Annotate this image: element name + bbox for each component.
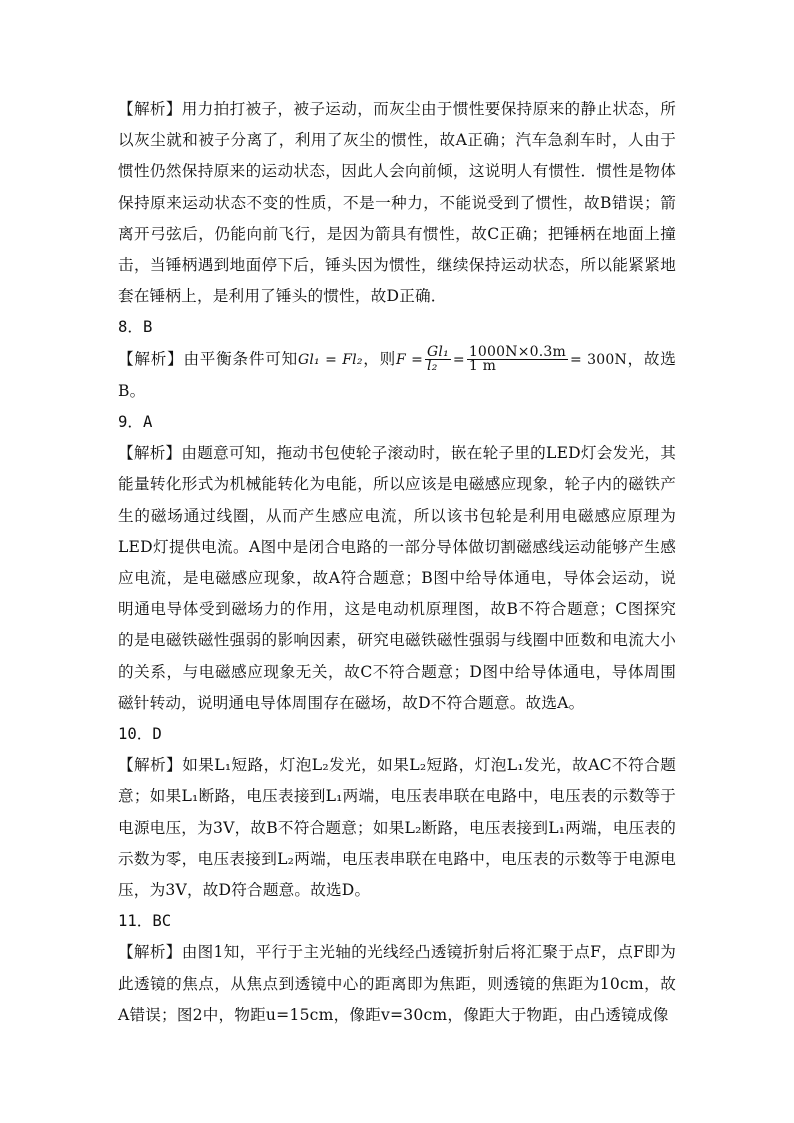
answer-q10: 10．D <box>118 725 162 744</box>
q8-text-c: ，故选B。 <box>118 349 676 400</box>
analysis-q9: 【解析】由题意可知，拖动书包使轮子滚动时，嵌在轮子里的LED灯会发光，其能量转化形式为机械能转化为电能，所以应该是电磁感应现象，轮子内的磁铁产生的磁场通过线圈，从而产生感应电流，所以该书包轮是利用电磁感应原理为LED灯提供电流。A图中是闭合电路的一部分导体做切割磁感线运动能够产生感应电流，是电磁感应现象，故A符合题意；B图中给导体通电，导体会运动，说明通电导体受到磁场力的作用，这是电动机原理图，故B不符合题意；C图探究的是电磁铁磁性强弱的影响因素，研究电磁铁磁性强弱与线圈中匝数和电流大小的关系，与电磁感应现象无关，故C不符合题意；D图中给导体通电，导体周围磁针转动，说明通电导体周围存在磁场，故D不符合题意。故选A。 <box>118 444 676 712</box>
answer-q11: 11．BC <box>118 912 172 931</box>
q8-fraction-1-numerator: Gl₁ <box>427 344 449 361</box>
q8-fraction-2-denominator: 1 m <box>468 358 497 375</box>
q8-fraction-2-numerator: 1000N×0.3m <box>468 344 566 361</box>
q8-fraction-1-denominator: l₂ <box>427 358 438 375</box>
analysis-q8 <box>118 344 676 407</box>
analysis-q10: 【解析】如果L₁短路，灯泡L₂发光，如果L₂短路，灯泡L₁发光，故AC不符合题意；如果L₁断路，电压表接到L₁两端，电压表串联在电路中，电压表的示数等于电源电压，为3V，故B不符合题意；如果L₂断路，电压表接到L₁两端，电压表的示数为零，电压表接到L₂两端，电压表串联在电路中，电压表的示数等于电源电压，为3V，故D符合题意。故选D。 <box>118 756 676 900</box>
q8-balance-equation: Gl₁ = Fl₂ <box>297 351 363 368</box>
q8-text-a: 【解析】由平衡条件可知 <box>118 349 298 368</box>
q8-result: = 300N <box>569 351 627 368</box>
q8-force-symbol: F = <box>395 351 424 368</box>
analysis-q7: 【解析】用力拍打被子，被子运动，而灰尘由于惯性要保持原来的静止状态，所以灰尘就和被子分离了，利用了灰尘的惯性，故A正确；汽车急刹车时，人由于惯性仍然保持原来的运动状态，因此人会向前倾，这说明人有惯性．惯性是物体保持原来运动状态不变的性质，不是一种力，不能说受到了惯性，故B错误；箭离开弓弦后，仍能向前飞行，是因为箭具有惯性，故C正确；把锤柄在地面上撞击，当锤柄遇到地面停下后，锤头因为惯性，继续保持运动状态，所以能紧紧地套在锤柄上，是利用了锤头的惯性，故D正确． <box>118 100 676 306</box>
q8-equals: = <box>452 351 465 368</box>
answer-page <box>118 94 676 1031</box>
q8-fraction-1 <box>425 346 451 373</box>
answer-q8: 8．B <box>118 318 153 337</box>
answer-q9: 9．A <box>118 413 153 432</box>
q8-fraction-2 <box>467 346 568 373</box>
analysis-q11: 【解析】由图1知，平行于主光轴的光线经凸透镜折射后将汇聚于点F，点F即为此透镜的焦点，从焦点到透镜中心的距离即为焦距，则透镜的焦距为10cm，故A错误；图2中，物距u=15cm，像距v=30cm，像距大于物距，由凸透镜成像 <box>118 943 676 1024</box>
q8-text-b: ，则 <box>362 349 396 368</box>
